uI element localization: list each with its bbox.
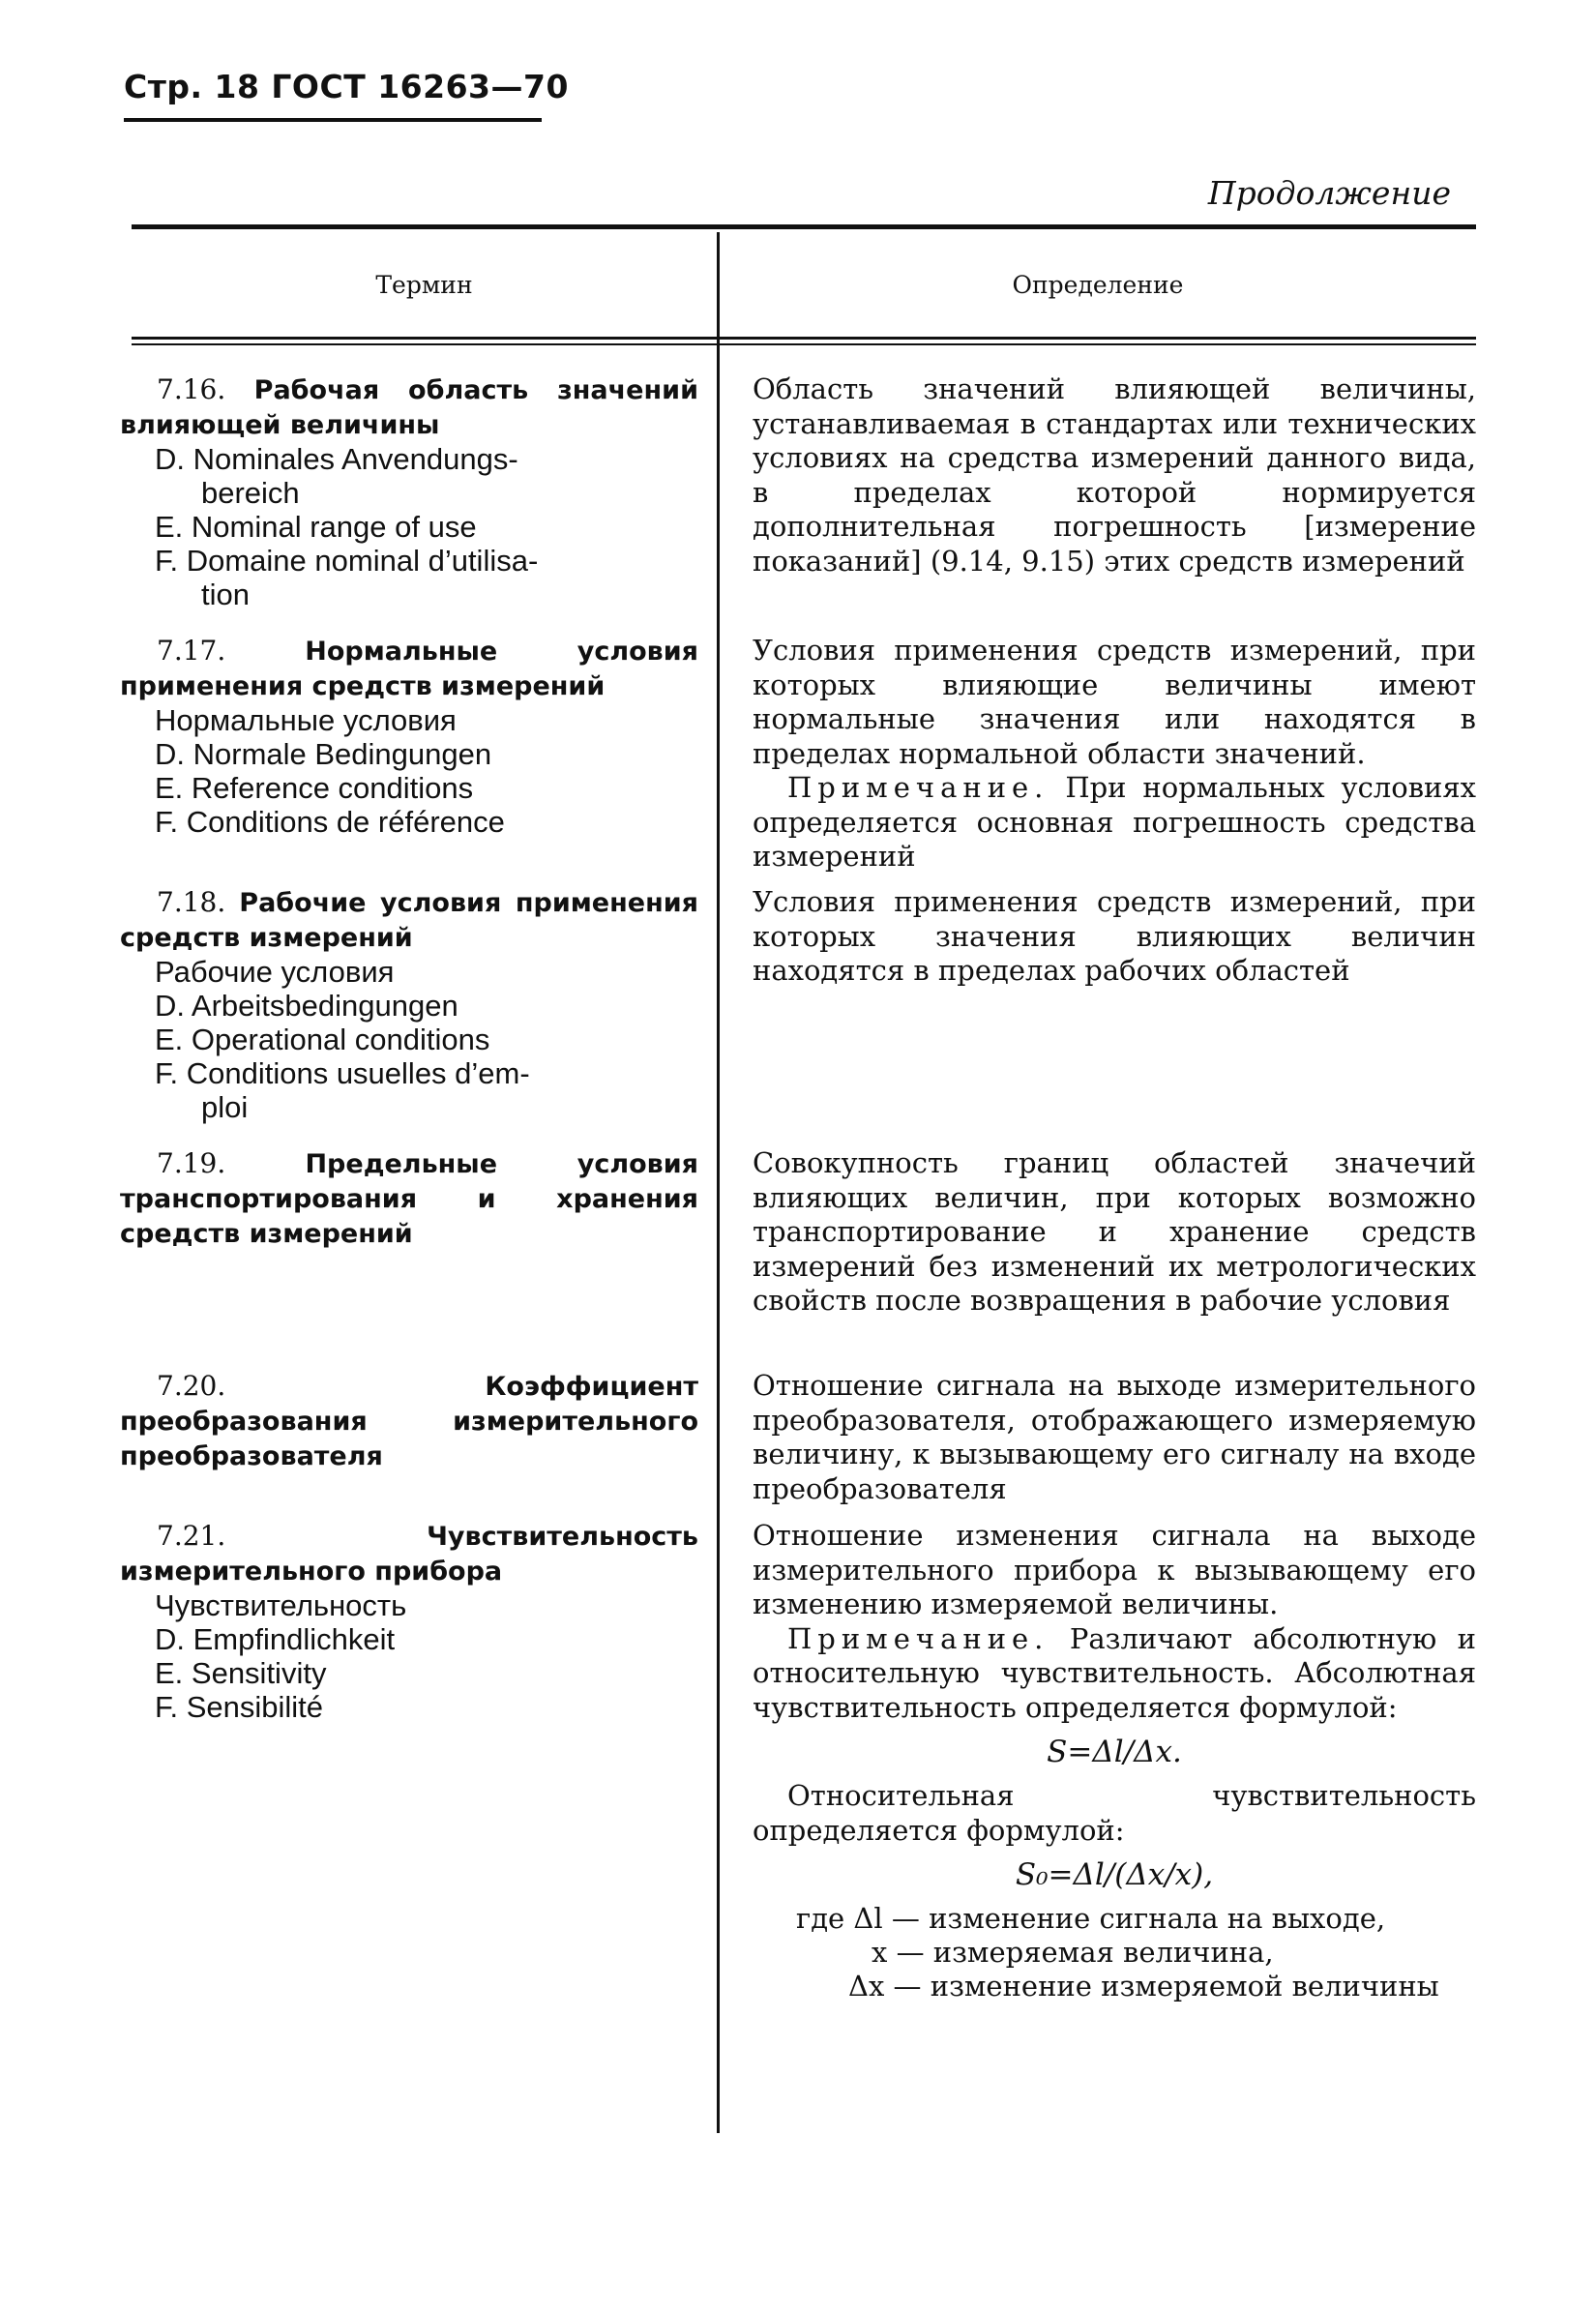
definition-7-19	[753, 1146, 1476, 1319]
definition-7-17	[753, 634, 1476, 875]
term-english: E. Nominal range of use	[155, 510, 477, 544]
term-entry-7-19	[120, 1146, 698, 1251]
term-french: F. Domaine nominal d’utilisa-	[155, 544, 539, 578]
term-french-cont: tion	[201, 578, 250, 611]
term-entry-7-16	[120, 372, 698, 611]
table-top-rule	[132, 224, 1476, 229]
term-entry-7-18	[120, 885, 698, 1124]
term-german: D. Normale Bedingungen	[155, 737, 492, 771]
term-german: D. Empfindlichkeit	[155, 1622, 396, 1656]
definition-7-20	[753, 1369, 1476, 1506]
column-header-definition: Определение	[1012, 271, 1184, 299]
legend-delta-x: Δx — изменение измеряемой величины	[848, 1970, 1439, 2002]
term-german-cont: bereich	[201, 476, 300, 510]
legend-delta-l: где Δl — изменение сигнала на выходе,	[796, 1902, 1386, 1935]
header-rule-double	[132, 343, 1476, 345]
term-entry-7-17	[120, 634, 698, 839]
continuation-label: Продолжение	[1207, 174, 1451, 212]
definition-text: Область значений влияющей величины, устанавливаемая в стандартах или технических условиях на средства измерений данного вида, в пределах которой нормируется дополнительная погрешность [измерение показаний] (9.14, 9.15) этих средств измерений	[753, 372, 1476, 578]
definition-text: Условия применения средств измерений, при которых влияющие величины имеют нормальные значения или находятся в пределах нормальной области значений.	[753, 634, 1476, 770]
term-french-cont: ploi	[201, 1090, 249, 1124]
term-title: 7.17. Нормальные условия применения средств измерений	[120, 635, 698, 701]
term-title: 7.18. Рабочие условия применения средств измерений	[120, 886, 698, 953]
definition-7-21	[753, 1519, 1476, 2003]
definition-7-18	[753, 885, 1476, 989]
formula-legend	[796, 1902, 1476, 2003]
term-german: D. Arbeitsbedingungen	[155, 989, 458, 1023]
definition-7-16	[753, 372, 1476, 578]
term-short: Рабочие условия	[155, 955, 395, 989]
term-french: F. Conditions de référence	[155, 805, 505, 839]
formula-absolute: S=Δl/Δx.	[1047, 1735, 1182, 1769]
term-title: 7.19. Предельные условия транспортирования и хранения средств измерений	[120, 1147, 698, 1249]
term-english: E. Sensitivity	[155, 1656, 327, 1690]
term-german: D. Nominales Anvendungs-	[155, 442, 518, 476]
term-entry-7-20	[120, 1369, 698, 1473]
definition-text: Отношение сигнала на выходе измерительного преобразователя, отображающего измеряемую величину, к вызывающему его сигналу на входе преобразователя	[753, 1369, 1476, 1505]
term-title: 7.21. Чувствительность измерительного прибора	[120, 1520, 698, 1587]
column-header-term: Термин	[375, 271, 473, 299]
term-english: E. Reference conditions	[155, 771, 474, 805]
term-title: 7.20. Коэффициент преобразования измерительного преобразователя	[120, 1370, 698, 1471]
relative-sensitivity-text: Относительная чувствительность определяется формулой:	[753, 1779, 1476, 1847]
term-short: Нормальные условия	[155, 703, 457, 737]
legend-x: x — измеряемая величина,	[872, 1936, 1274, 1969]
term-entry-7-21	[120, 1519, 698, 1724]
formula-relative: S₀=Δl/(Δx/x),	[1015, 1857, 1214, 1892]
definition-note: Примечание. Различают абсолютную и относительную чувствительность. Абсолютная чувствительность определяется формулой:	[753, 1621, 1476, 1724]
term-english: E. Operational conditions	[155, 1023, 490, 1056]
definition-text: Условия применения средств измерений, при которых значения влияющих величин находятся в пределах рабочих областей	[753, 885, 1476, 987]
term-short: Чувствительность	[155, 1588, 407, 1622]
definition-text: Совокупность границ областей значечий влияющих величин, при которых возможно транспортирование и хранение средств измерений без изменений их метрологических свойств после возвращения в рабочие условия	[753, 1146, 1476, 1317]
term-french: F. Sensibilité	[155, 1690, 324, 1724]
column-divider	[717, 232, 720, 2133]
term-title: 7.16. Рабочая область значений влияющей величины	[120, 373, 698, 440]
header-rule	[124, 118, 542, 122]
page-header: Стр. 18 ГОСТ 16263—70	[124, 68, 569, 105]
definition-text: Отношение изменения сигнала на выходе измерительного прибора к вызывающему его изменению измеряемой величины.	[753, 1519, 1476, 1620]
term-french: F. Conditions usuelles d’em-	[155, 1056, 530, 1090]
definition-note: Примечание. При нормальных условиях определяется основная погрешность средства измерений	[753, 771, 1476, 873]
header-rule-double	[132, 337, 1476, 340]
